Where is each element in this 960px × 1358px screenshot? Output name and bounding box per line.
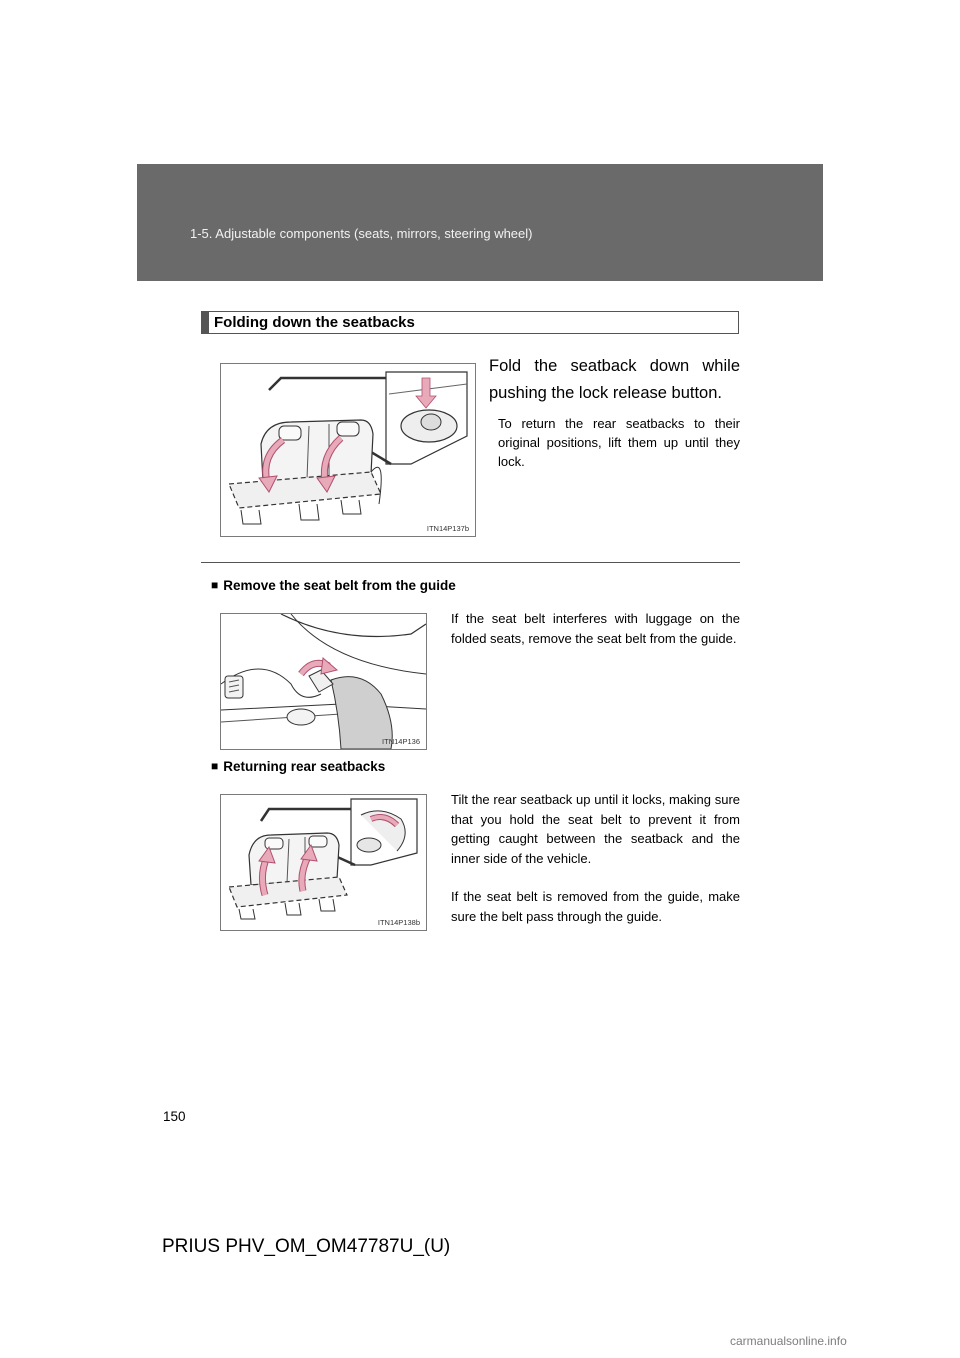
subsection-heading-seat-belt-guide: [211, 578, 456, 593]
subsection-heading-text: Remove the seat belt from the guide: [223, 578, 456, 593]
lead-note: To return the rear seatbacks to their original positions, lift them up until they lock.: [498, 416, 740, 469]
lead-instruction: Fold the seatback down while pushing the lock release button.: [489, 357, 740, 402]
section-title-box: [201, 311, 739, 334]
paragraph-seat-belt-guide: If the seat belt interferes with luggage on the folded seats, remove the seat belt from the guide.: [451, 611, 740, 646]
figure-returning-seatbacks: [220, 794, 427, 931]
figure-code: ITN14P136: [382, 737, 420, 746]
section-title: Folding down the seatbacks: [214, 314, 415, 331]
page-number: 150: [163, 1109, 186, 1124]
figure-code: ITN14P138b: [377, 918, 420, 927]
bullet-square-icon: ■: [211, 578, 219, 592]
header-section-path: 1-5. Adjustable components (seats, mirrors, steering wheel): [190, 226, 533, 241]
figure-code: ITN14P137b: [426, 524, 469, 533]
paragraph-returning-seatbacks-1: Tilt the rear seatback up until it locks, making sure that you hold the seat belt to prevent it from getting caught between the seatback and the inner side of the vehicle.: [451, 792, 740, 866]
watermark: carmanualsonline.info: [730, 1334, 847, 1348]
subsection-heading-returning-seatbacks: [211, 759, 385, 774]
seat-return-illustration-icon: [221, 795, 426, 930]
document-code: PRIUS PHV_OM_OM47787U_(U): [162, 1236, 451, 1257]
seat-belt-guide-illustration-icon: [221, 614, 426, 749]
figure-fold-seatbacks: [220, 363, 476, 537]
bullet-square-icon: ■: [211, 759, 219, 773]
seat-fold-illustration-icon: [221, 364, 475, 536]
header-bar: [137, 164, 823, 281]
figure-seat-belt-guide: [220, 613, 427, 750]
section-title-accent: [202, 312, 209, 333]
paragraph-returning-seatbacks-2: If the seat belt is removed from the guide, make sure the belt pass through the guide.: [451, 889, 740, 924]
subsection-heading-text: Returning rear seatbacks: [223, 759, 386, 774]
section-divider: [201, 562, 740, 563]
